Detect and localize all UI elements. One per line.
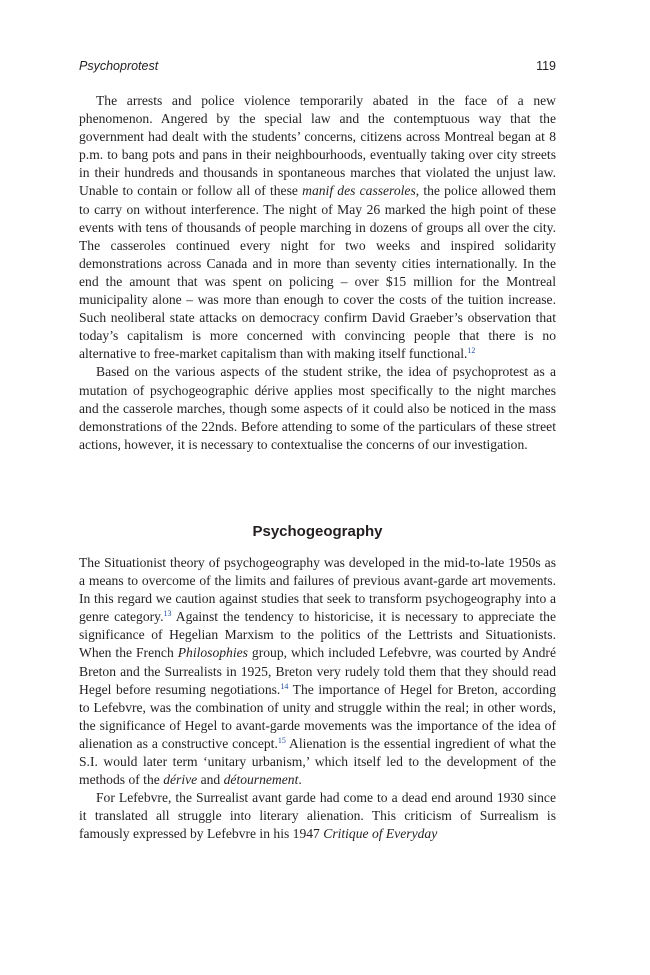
- section-heading: Psychogeography: [252, 523, 383, 540]
- paragraph-text: The importance of Hegel for Breton, according to Lefebvre, was the combination of unity and struggle within the real; in other words, the significance of Hegel to avant-garde movements was the importance of the idea of alienation as a constructive concept.: [79, 681, 556, 751]
- italic-term: Philosophies: [177, 645, 248, 661]
- text-block-lower: [79, 554, 556, 844]
- running-title: Psychoprotest: [79, 59, 159, 73]
- italic-term: manif des casseroles: [302, 183, 416, 199]
- paragraph-text: The Situationist theory of psychogeography was developed in the mid-to-late 1950s as a means to overcome of the limits and failures of previous avant-garde art movements. In this regard we caution against studies that seek to transform psychogeography into a genre category.: [79, 555, 556, 625]
- text-block-upper: [79, 92, 556, 454]
- paragraph-text: .: [298, 772, 302, 788]
- page-number: 119: [536, 59, 556, 73]
- running-head: [79, 57, 556, 75]
- italic-term: dérive: [163, 772, 198, 788]
- paragraph-text: For Lefebvre, the Surrealist avant garde had come to a dead end around 1930 since it translated all struggle into literary alienation. This criticism of Surrealism is famously expressed by Lefebvre in his 1947: [79, 790, 556, 842]
- footnote-reference-15[interactable]: 15: [277, 735, 286, 745]
- footnote-reference-13[interactable]: 13: [163, 609, 172, 619]
- paragraph-text: Against the tendency to historicise, it is necessary to appreciate the significance of Hegelian Marxism to the politics of the Lettrists and Situationists. When the French: [79, 609, 556, 661]
- paragraph-text: and: [197, 772, 224, 788]
- paragraph-text: group, which included Lefebvre, was courted by André Breton and the Surrealists in 1925, Breton very rudely told them that they should read Hegel before resuming negotiations.: [79, 645, 556, 697]
- paragraph-casseroles: [79, 92, 556, 363]
- paragraph-text: Alienation is the essential ingredient of what the S.I. would later term ‘unitary urbanism,’ which itself led to the development of the methods of the: [79, 735, 556, 788]
- footnote-reference-12[interactable]: 12: [467, 346, 476, 356]
- footnote-reference-14[interactable]: 14: [280, 681, 289, 691]
- paragraph-lefebvre-surrealism: [79, 789, 556, 843]
- italic-book-title: Critique of Everyday: [323, 826, 438, 842]
- paragraph-text: , the police allowed them to carry on without interference. The night of May 26 marked the high point of these events with tens of thousands of people marching in dozens of groups all over the city. The casseroles continued every night for two weeks and inspired solidarity demonstrations across Canada and in more than seventy cities internationally. In the end the amount that was spent on policing – over $15 million for the Montreal municipality alone – was more than enough to cover the costs of the tuition increase. Such neoliberal state attacks on democracy confirm David Graeber’s observation that today’s capitalism is more concerned with convincing people that there is no alternative to free-market capitalism than with making itself functional.: [79, 183, 556, 362]
- italic-term: détournement: [223, 772, 299, 788]
- paragraph-text: The arrests and police violence temporarily abated in the face of a new phenomenon. Angered by the special law and the contemptuous way that the government had dealt with the students’ concerns, citizens across Montreal began at 8 p.m. to bang pots and pans in their neighbourhoods, eventually taking over city streets in their hundreds and thousands in spontaneous marches that violated the unjust law. Unable to contain or follow all of these: [79, 93, 556, 199]
- paragraph-psychoprotest: Based on the various aspects of the student strike, the idea of psychoprotest as a mutation of psychogeographic dérive applies most specifically to the night marches and the casserole marches, though some aspects of it could also be noticed in the mass demonstrations of the 22nds. Before attending to some of the particulars of these street actions, however, it is necessary to contextualise the concerns of our investigation.: [79, 364, 556, 452]
- paragraph-situationist-theory: [79, 554, 556, 789]
